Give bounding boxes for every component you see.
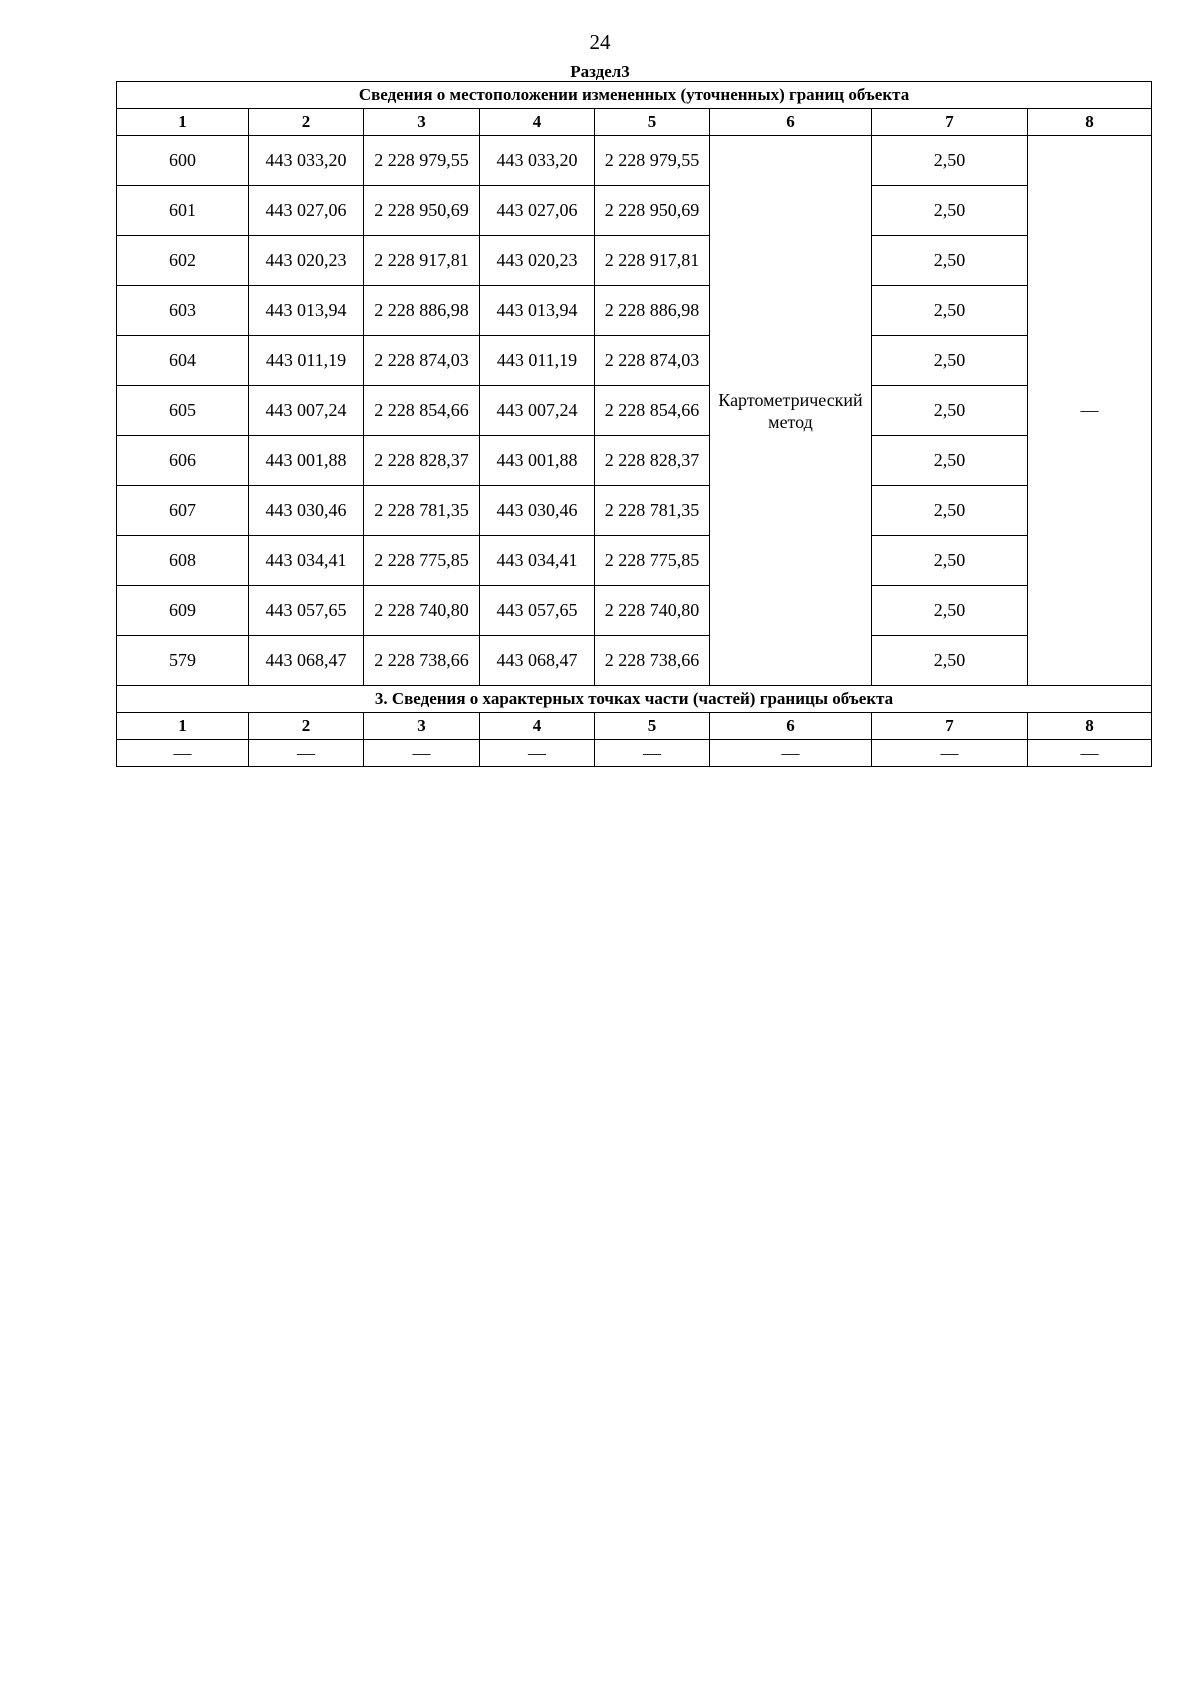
y-coordinate-cell: 2 228 740,80 [364,586,480,636]
column-number: 5 [595,109,710,136]
y-coordinate-cell: 2 228 979,55 [364,136,480,186]
precision-cell: 2,50 [872,236,1028,286]
column-number-row [117,109,1152,136]
y-coordinate-cell: 2 228 874,03 [364,336,480,386]
table-row [117,136,1152,186]
coordinates-table [116,81,1152,767]
point-number-cell: 608 [117,536,249,586]
x-coordinate-cell: 443 011,19 [480,336,595,386]
x-coordinate-cell: 443 001,88 [249,436,364,486]
y-coordinate-cell: 2 228 828,37 [364,436,480,486]
x-coordinate-cell: 443 030,46 [480,486,595,536]
column-number: 3 [364,713,480,740]
x-coordinate-cell: 443 057,65 [249,586,364,636]
x-coordinate-cell: 443 011,19 [249,336,364,386]
y-coordinate-cell: 2 228 917,81 [364,236,480,286]
point-number-cell: 601 [117,186,249,236]
column-number: 3 [364,109,480,136]
x-coordinate-cell: 443 013,94 [249,286,364,336]
column-number: 4 [480,109,595,136]
column-number: 2 [249,713,364,740]
table-row [117,236,1152,286]
x-coordinate-cell: 443 033,20 [249,136,364,186]
dash-cell: — [1028,740,1152,767]
x-coordinate-cell: 443 007,24 [480,386,595,436]
column-number: 5 [595,713,710,740]
column-number: 6 [710,109,872,136]
y-coordinate-cell: 2 228 781,35 [364,486,480,536]
parts-section-title: 3. Сведения о характерных точках части (частей) границы объекта [117,686,1152,713]
precision-cell: 2,50 [872,536,1028,586]
y-coordinate-cell: 2 228 775,85 [595,536,710,586]
y-coordinate-cell: 2 228 917,81 [595,236,710,286]
table-title-row [117,82,1152,109]
x-coordinate-cell: 443 057,65 [480,586,595,636]
x-coordinate-cell: 443 033,20 [480,136,595,186]
point-number-cell: 600 [117,136,249,186]
dash-cell: — [595,740,710,767]
precision-cell: 2,50 [872,486,1028,536]
parts-dash-row [117,740,1152,767]
dash-cell: — [364,740,480,767]
table-row [117,386,1152,436]
x-coordinate-cell: 443 027,06 [249,186,364,236]
dash-cell: — [249,740,364,767]
precision-cell: 2,50 [872,286,1028,336]
column-number: 7 [872,109,1028,136]
y-coordinate-cell: 2 228 781,35 [595,486,710,536]
y-coordinate-cell: 2 228 775,85 [364,536,480,586]
column-number: 1 [117,109,249,136]
table-row [117,186,1152,236]
x-coordinate-cell: 443 007,24 [249,386,364,436]
dash-cell: — [480,740,595,767]
x-coordinate-cell: 443 030,46 [249,486,364,536]
point-number-cell: 606 [117,436,249,486]
parts-column-number-row [117,713,1152,740]
y-coordinate-cell: 2 228 740,80 [595,586,710,636]
column-number: 1 [117,713,249,740]
precision-cell: 2,50 [872,436,1028,486]
point-number-cell: 579 [117,636,249,686]
x-coordinate-cell: 443 034,41 [480,536,595,586]
x-coordinate-cell: 443 068,47 [480,636,595,686]
table-row [117,586,1152,636]
y-coordinate-cell: 2 228 854,66 [595,386,710,436]
y-coordinate-cell: 2 228 950,69 [364,186,480,236]
y-coordinate-cell: 2 228 886,98 [364,286,480,336]
method-cell: Картометрический метод [710,136,872,686]
column-number: 7 [872,713,1028,740]
y-coordinate-cell: 2 228 950,69 [595,186,710,236]
x-coordinate-cell: 443 020,23 [249,236,364,286]
point-number-cell: 604 [117,336,249,386]
dash-cell: — [710,740,872,767]
column-8-cell: — [1028,136,1152,686]
x-coordinate-cell: 443 020,23 [480,236,595,286]
parts-section-title-row [117,686,1152,713]
x-coordinate-cell: 443 068,47 [249,636,364,686]
y-coordinate-cell: 2 228 738,66 [364,636,480,686]
table-row [117,436,1152,486]
column-number: 4 [480,713,595,740]
precision-cell: 2,50 [872,336,1028,386]
table-row [117,286,1152,336]
precision-cell: 2,50 [872,186,1028,236]
x-coordinate-cell: 443 013,94 [480,286,595,336]
column-number: 8 [1028,713,1152,740]
table-row [117,636,1152,686]
column-number: 8 [1028,109,1152,136]
y-coordinate-cell: 2 228 979,55 [595,136,710,186]
point-number-cell: 607 [117,486,249,536]
column-number: 6 [710,713,872,740]
column-number: 2 [249,109,364,136]
table-row [117,336,1152,386]
dash-cell: — [117,740,249,767]
section-heading: Раздел3 [570,62,630,81]
y-coordinate-cell: 2 228 738,66 [595,636,710,686]
table-title: Сведения о местоположении измененных (уточненных) границ объекта [117,82,1152,109]
x-coordinate-cell: 443 027,06 [480,186,595,236]
x-coordinate-cell: 443 001,88 [480,436,595,486]
table-row [117,536,1152,586]
precision-cell: 2,50 [872,636,1028,686]
page-number: 24 [589,30,611,54]
precision-cell: 2,50 [872,136,1028,186]
y-coordinate-cell: 2 228 874,03 [595,336,710,386]
table-row [117,486,1152,536]
precision-cell: 2,50 [872,586,1028,636]
y-coordinate-cell: 2 228 828,37 [595,436,710,486]
point-number-cell: 609 [117,586,249,636]
point-number-cell: 603 [117,286,249,336]
x-coordinate-cell: 443 034,41 [249,536,364,586]
point-number-cell: 605 [117,386,249,436]
y-coordinate-cell: 2 228 854,66 [364,386,480,436]
dash-cell: — [872,740,1028,767]
y-coordinate-cell: 2 228 886,98 [595,286,710,336]
precision-cell: 2,50 [872,386,1028,436]
point-number-cell: 602 [117,236,249,286]
